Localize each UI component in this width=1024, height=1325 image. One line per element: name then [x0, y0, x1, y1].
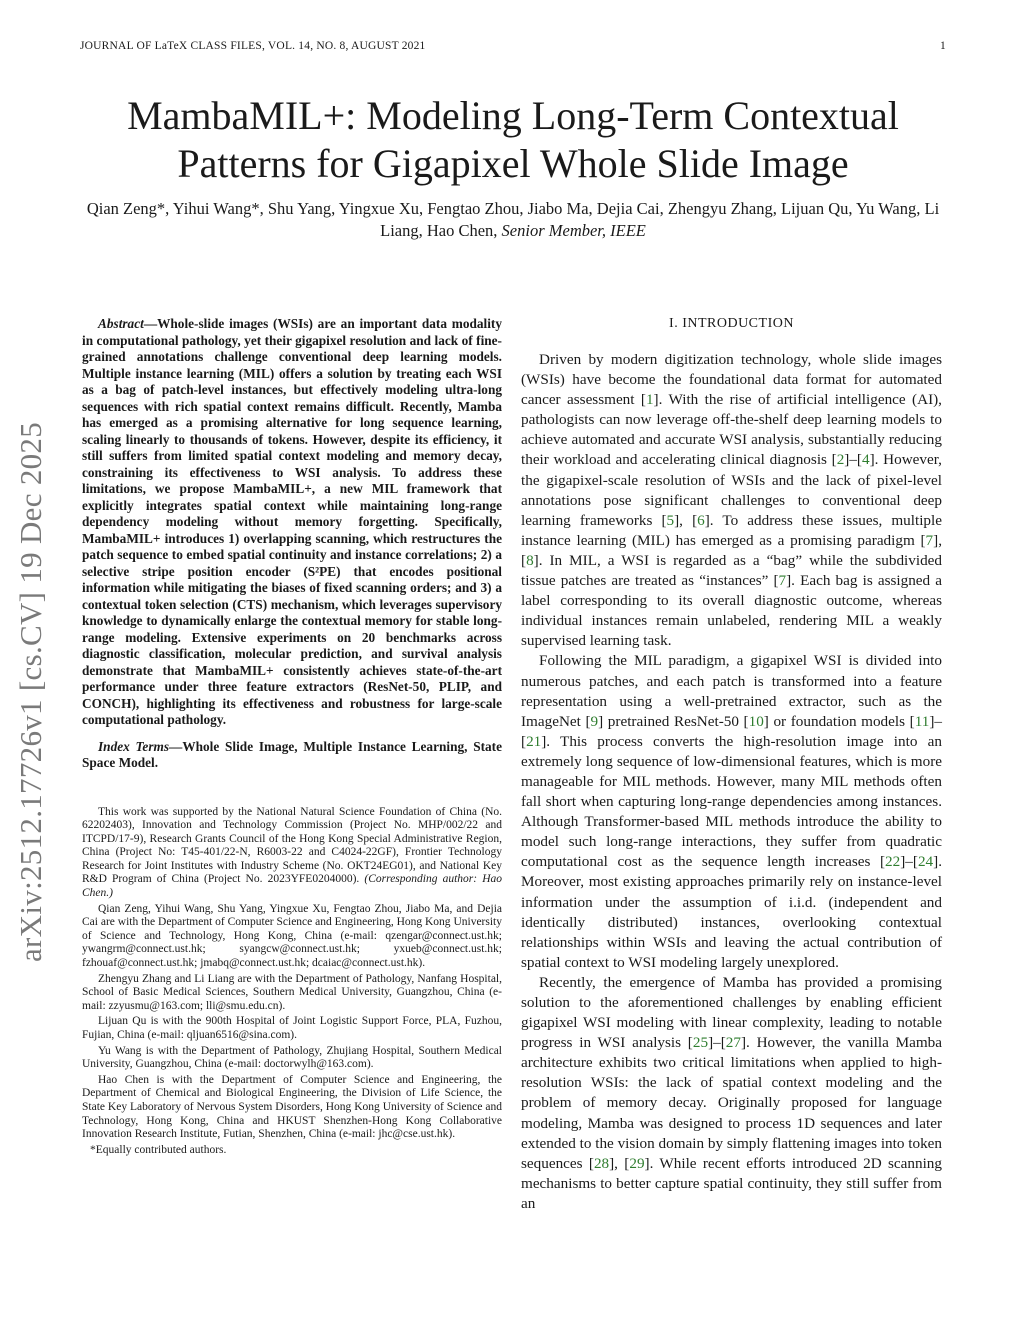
left-column — [82, 316, 502, 1159]
index-terms — [82, 739, 502, 772]
paragraph-text: ]. In MIL, a WSI is regarded as a “bag” while the subdivided tissue patches are treated as “instances” [ — [521, 551, 942, 590]
citation-link[interactable]: 7 — [778, 572, 787, 590]
author-list — [80, 198, 946, 242]
author-role: Senior Member, IEEE — [501, 221, 646, 240]
paragraph-text: ]–[ — [844, 451, 862, 469]
affiliation-900th: Lijuan Qu is with the 900th Hospital of Joint Logistic Support Force, PLA, Fuzhou, Fujian, China (e-mail: qljuan6516@sina.com). — [82, 1015, 502, 1041]
funding-text: This work was supported by the National Natural Science Foundation of China (No. 62202403), Innovation and Technology Commission (Project No. MHP/002/22 and ITCPD/17-9), Research Grants Council of the Hong Kong Special Administrative Region, China (Project No: T45-401/22-N, R6003-22 and C4024-22GF), Frontier Technology Research for Joint Institutes with Industry Scheme (No. OKT24EG01), and National Key R&D Program of China (Project No. 2023YFE0204000). — [82, 805, 502, 886]
paragraph-text: ]. Each bag is assigned a label corresponding to its overall diagnostic outcome, whereas individual instances remain unlabeled, rendering MIL a weakly supervised learning task. — [521, 572, 942, 650]
paragraph-text: Recently, the emergence of Mamba has provided a promising solution to the aforementioned challenges by enabling efficient gigapixel WSI modeling with linear complexity, leading to notable progress in WSI analysis [ — [521, 973, 942, 1052]
introduction-body — [521, 350, 942, 1214]
citation-link[interactable]: 27 — [725, 1034, 741, 1052]
funding-footnote — [82, 806, 502, 901]
arxiv-identifier-stamp: arXiv:2512.17726v1 [cs.CV] 19 Dec 2025 — [13, 421, 48, 962]
paragraph-text: ] pretrained ResNet-50 [ — [598, 712, 749, 730]
abstract-text: —Whole-slide images (WSIs) are an important data modality in computational pathology, yet their gigapixel resolution and lack of fine-grained annotations challenge conventional deep learning models. Multiple instance learning (MIL) offers a solution by treating each WSI as a bag of patch-level instances, but effectively modeling ultra-long sequences with rich spatial context remains difficult. Recently, Mamba has emerged as a promising alternative for long sequence learning, scaling linearly to thousands of tokens. However, despite its efficiency, it still suffers from limited spatial context modeling and memory decay, constraining its effectiveness to WSI analysis. To address these limitations, we propose MambaMIL+, a new MIL framework that explicitly integrates spatial context while maintaining long-range dependency modeling without memory forgetting. Specifically, MambaMIL+ introduces 1) overlapping scanning, which restructures the patch sequence to embed spatial continuity and instance correlations; 2) a selective stripe position encoder (S²PE) that encodes positional information while mitigating the biases of fixed scanning orders; and 3) a contextual token selection (CTS) mechanism, which leverages supervisory knowledge to dynamically enlarge the contextual memory for stable long-range modeling. Extensive experiments on 20 benchmarks across diagnostic classification, molecular prediction, and survival analysis demonstrate that MambaMIL+ consistently achieves state-of-the-art performance under three feature extractors (ResNet-50, PLIP, and CONCH), highlighting its effectiveness and robustness for large-scale computational pathology. — [82, 316, 502, 727]
author-names: Qian Zeng*, Yihui Wang*, Shu Yang, Yingxue Xu, Fengtao Zhou, Jiabo Ma, Dejia Cai, Zhengyu Zhang, Lijuan Qu, Yu Wang, Li Liang, Hao Chen, — [86, 199, 940, 240]
index-terms-label: Index Terms — [98, 738, 170, 754]
citation-link[interactable]: 2 — [836, 451, 845, 469]
citation-link[interactable]: 10 — [748, 712, 764, 730]
affiliation-zhujiang: Yu Wang is with the Department of Pathology, Zhujiang Hospital, Southern Medical University, Guangzhou, China (e-mail: doctorwylh@163.com). — [82, 1044, 502, 1071]
paragraph-text: ]–[ — [900, 853, 918, 871]
paragraph-text: ]–[ — [708, 1034, 726, 1052]
section-heading-introduction: I. INTRODUCTION — [669, 316, 794, 331]
intro-paragraph — [521, 651, 942, 973]
citation-link[interactable]: 28 — [593, 1154, 610, 1172]
citation-link[interactable]: 1 — [645, 391, 654, 409]
citation-link[interactable]: 11 — [914, 712, 930, 730]
right-column — [521, 316, 942, 1214]
paragraph-text: ], [ — [521, 531, 942, 569]
paragraph-text: ]. To address these issues, multiple instance learning (MIL) has emerged as a promising paradigm [ — [521, 511, 942, 549]
page-number: 1 — [940, 40, 946, 52]
citation-link[interactable]: 22 — [885, 853, 901, 871]
affiliation-nanfang: Zhengyu Zhang and Li Liang are with the Department of Pathology, Nanfang Hospital, School of Basic Medical Sciences, Southern Medical University, Guangzhou, China (e-mail: zzyusmu@163.com; lli@smu.edu.cn). — [82, 972, 502, 1012]
paragraph-text: ]. However, the gigapixel-scale resolution of WSIs and the lack of pixel-level annotations pose significant challenges to conventional deep learning frameworks [ — [521, 451, 942, 529]
paragraph-text: ]. With the rise of artificial intelligence (AI), pathologists can now leverage off-the-shelf deep learning models to achieve automated and accurate WSI analysis, substantially reducing their workload and accelerating clinical diagnosis [ — [521, 391, 942, 469]
paragraph-text: ]. While recent efforts introduced 2D scanning mechanisms to better capture spatial continuity, they still suffer from an — [521, 1154, 942, 1212]
equal-contribution-note: *Equally contributed authors. — [90, 1143, 227, 1156]
intro-paragraph — [521, 350, 942, 651]
paragraph-text: ]. Moreover, most existing approaches primarily rely on instance-level information under the assumption of i.i.d. (independent and identically distributed) instances, overlooking contextual relationships within WSIs and leaving the actual contribution of spatial context to WSI modeling largely unexplored. — [521, 853, 942, 971]
paragraph-text: ]. This process converts the high-resolution image into an extremely long sequence of low-dimensional features, which is more manageable for MIL methods. However, many MIL methods often fall short when capturing long-range dependencies among instances. Although Transformer-based MIL methods introduce the ability to model such long-range interactions, they suffer from quadratic computational cost as the sequence length increases [ — [521, 732, 942, 871]
intro-paragraph — [521, 973, 942, 1214]
abstract-label: Abstract — [98, 316, 144, 331]
paper-title: MambaMIL+: Modeling Long-Term Contextual Patterns for Gigapixel Whole Slide Image — [127, 93, 899, 186]
paragraph-text: ], [ — [674, 511, 698, 529]
paragraph-text: ]. However, the vanilla Mamba architecture exhibits two critical limitations when applied to high-resolution WSIs: the lack of spatial context modeling and the problem of memory decay. Originally proposed for language modeling, Mamba was designed to process 1D sequences and later extended to the vision domain by simply flattening images into token sequences [ — [521, 1034, 942, 1172]
paragraph-text: ], [ — [609, 1154, 630, 1172]
citation-link[interactable]: 5 — [666, 511, 675, 529]
running-header — [80, 40, 946, 52]
citation-link[interactable]: 8 — [526, 551, 534, 569]
citation-link[interactable]: 7 — [925, 531, 934, 549]
corresponding-author: (Corresponding author: Hao Chen.) — [82, 873, 503, 900]
journal-running-title: JOURNAL OF LaTeX CLASS FILES, VOL. 14, NO. 8, AUGUST 2021 — [80, 40, 426, 52]
index-terms-text: —Whole Slide Image, Multiple Instance Learning, State Space Model. — [82, 738, 503, 770]
citation-link[interactable]: 24 — [917, 853, 934, 871]
affiliation-hkust: Qian Zeng, Yihui Wang, Shu Yang, Yingxue Xu, Fengtao Zhou, Jiabo Ma, and Dejia Cai are with the Department of Computer Science and Engineering, Hong Kong University of Science and Technology, Hong Kong, China (e-mail: qzengar@connect.ust.hk; ywangrm@connect.ust.hk; syangcw@connect.ust.hk; yxueb@connect.ust.hk; fzhouaf@connect.ust.hk; jmabq@connect.ust.hk; dcaiac@connect.ust.hk). — [82, 902, 502, 970]
citation-link[interactable]: 6 — [697, 511, 705, 529]
paragraph-text: Driven by modern digitization technology, whole slide images (WSIs) have become the foundational data format for automated cancer assessment [ — [521, 351, 942, 409]
affiliation-hao-chen: Hao Chen is with the Department of Computer Science and Engineering, the Department of Chemical and Biological Engineering, the Division of Life Science, the State Key Laboratory of Nervous System Disorders, Hong Kong University of Science and Technology, Hong Kong, China and HKUST Shenzhen-Hong Kong Collaborative Innovation Research Institute, Futian, Shenzhen, China (e-mail: jhc@cse.ust.hk). — [82, 1073, 502, 1141]
citation-link[interactable]: 25 — [692, 1034, 709, 1052]
paragraph-text: ]–[ — [521, 712, 942, 750]
citation-link[interactable]: 4 — [862, 451, 870, 469]
citation-link[interactable]: 21 — [526, 732, 542, 750]
footnotes — [82, 806, 502, 1158]
citation-link[interactable]: 9 — [590, 712, 599, 730]
paragraph-text: Following the MIL paradigm, a gigapixel WSI is divided into numerous patches, and each patch is transformed into a feature representation using a well-pretrained extractor, such as the ImageNet [ — [521, 652, 942, 730]
citation-link[interactable]: 29 — [629, 1154, 645, 1172]
abstract — [82, 316, 502, 729]
paragraph-text: ] or foundation models [ — [763, 712, 915, 730]
